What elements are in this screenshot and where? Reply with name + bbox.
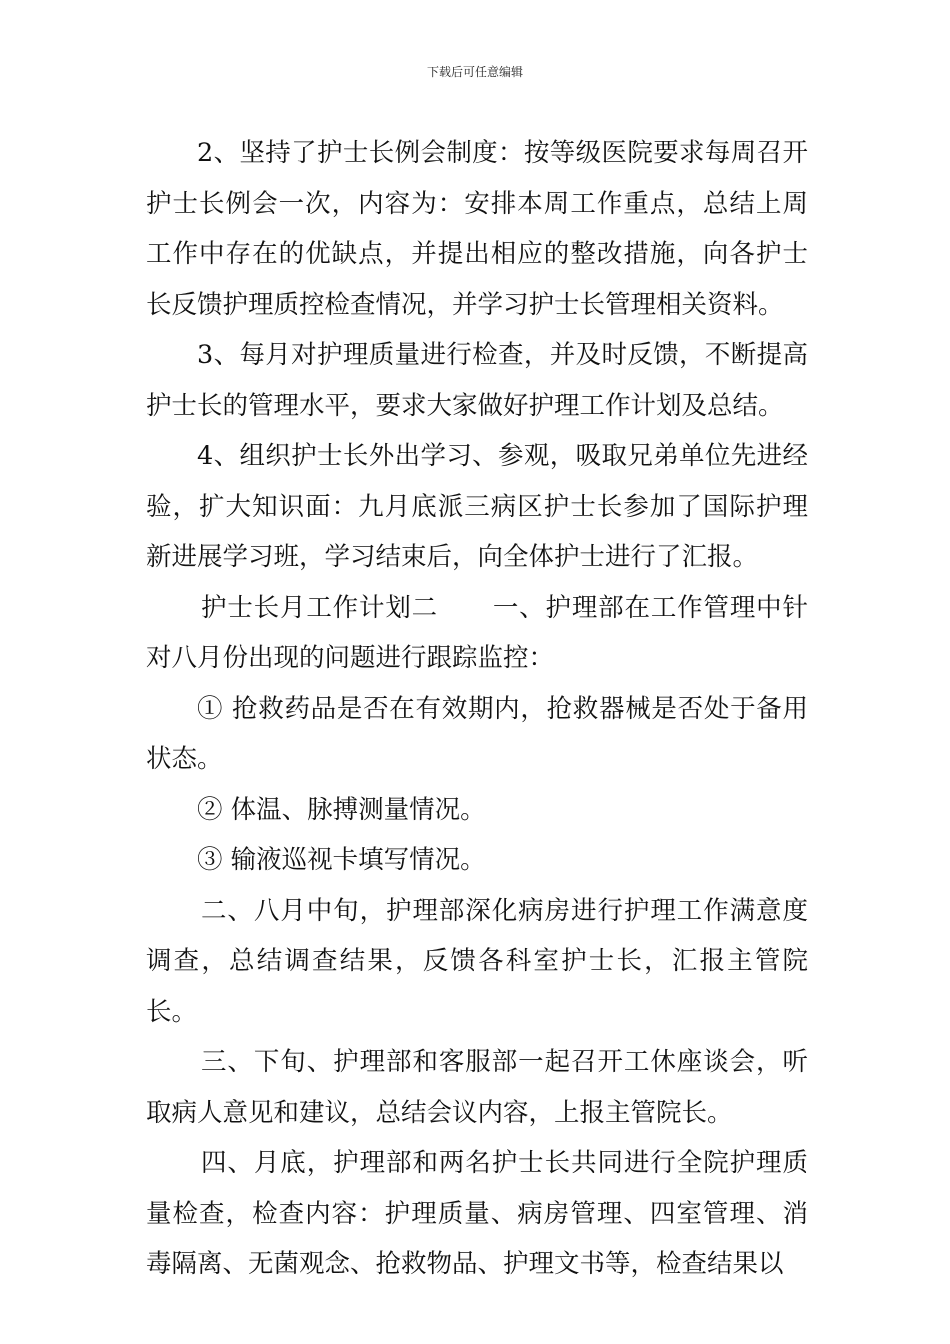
paragraph-4-study-visit: 4、组织护士长外出学习、参观，吸取兄弟单位先进经验，扩大知识面：九月底派三病区护士长参加了国际护理新进展学习班，学习结束后，向全体护士进行了汇报。 — [146, 441, 808, 572]
list-item-temperature-pulse: ② 体温、脉搏测量情况。 — [197, 794, 486, 825]
paragraph-patient-meeting: 三、下旬、护理部和客服部一起召开工休座谈会，听取病人意见和建议，总结会议内容，上报主管院长。 — [146, 1047, 808, 1128]
paragraph-3-monthly-check: 3、每月对护理质量进行检查，并及时反馈，不断提高护士长的管理水平，要求大家做好护理工作计划及总结。 — [146, 340, 808, 421]
document-body — [146, 128, 808, 1290]
paragraph-plan-two — [146, 583, 808, 684]
paragraph-satisfaction-survey: 二、八月中旬，护理部深化病房进行护理工作满意度调查，总结调查结果，反馈各科室护士长，汇报主管院长。 — [146, 895, 808, 1027]
page-header-note: 下载后可任意编辑 — [426, 65, 523, 79]
paragraph-quality-inspection: 四、月底，护理部和两名护士长共同进行全院护理质量检查，检查内容：护理质量、病房管理、四室管理、消毒隔离、无菌观念、抢救物品、护理文书等，检查结果以 — [146, 1148, 808, 1279]
section-title-plan-two: 护士长月工作计划二 — [201, 592, 438, 623]
plan-two-item-one: 一、护理部在工作管理中针对八月份出现的问题进行跟踪监控： — [146, 592, 808, 673]
paragraph-2-meeting-system: 2、坚持了护士长例会制度：按等级医院要求每周召开护士长例会一次，内容为：安排本周工作重点，总结上周工作中存在的优缺点，并提出相应的整改措施，向各护士长反馈护理质控检查情况，并学习护士长管理相关资料。 — [146, 138, 808, 320]
list-item-infusion-card: ③ 输液巡视卡填写情况。 — [197, 845, 486, 875]
list-item-emergency-drugs: ① 抢救药品是否在有效期内，抢救器械是否处于备用状态。 — [146, 693, 808, 774]
